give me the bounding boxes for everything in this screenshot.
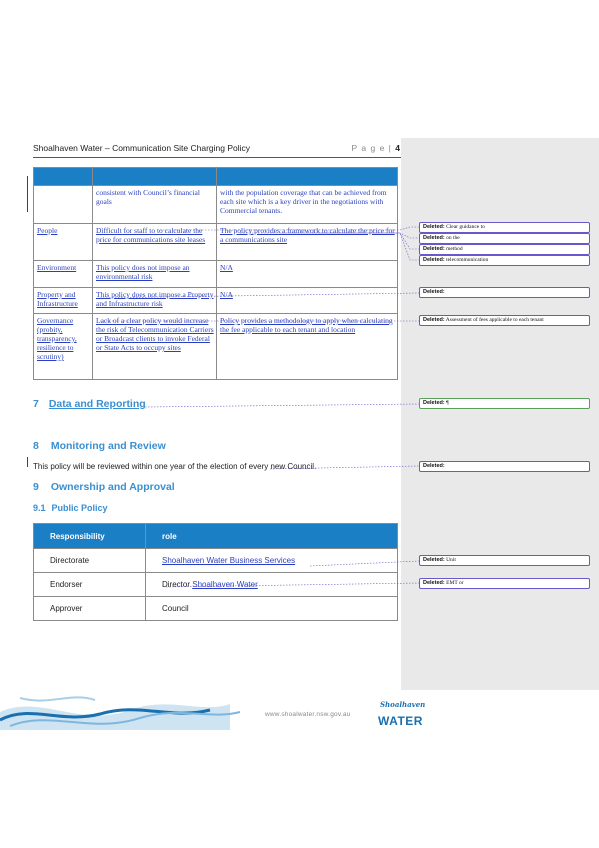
tracked-change-comment[interactable]: Deleted: ¶ [419, 398, 590, 409]
page-number-label: P a g e | 4 [351, 143, 401, 153]
tracked-change-comment[interactable]: Deleted: on the [419, 233, 590, 244]
table-cell: The policy provides a framework to calculate the price for a communications site [217, 224, 398, 261]
tracked-change-comment[interactable]: Deleted: Assessment of fees applicable to each tenant [419, 315, 590, 326]
tracked-change-comment[interactable]: Deleted: EMT or [419, 578, 590, 589]
tracked-change-comment[interactable]: Deleted: [419, 461, 590, 472]
table-cell: Lack of a clear policy would increase the risk of Telecommunication Carriers or Broadcast clients to invoke Federal or State Acts to occupy sites [93, 314, 217, 380]
tracked-change-comment[interactable]: Deleted: Unit [419, 555, 590, 566]
table-cell: Difficult for staff to to calculate the price for communications site leases [93, 224, 217, 261]
section-heading-monitoring: 8 Monitoring and Review [33, 440, 166, 452]
table-cell: N/A [217, 261, 398, 288]
shoalhaven-water-logo: Shoalhaven WATER [378, 700, 426, 728]
inserted-text: Shoalhaven Water [192, 580, 258, 589]
tracked-change-comment[interactable]: Deleted: telecommunication [419, 255, 590, 266]
table-cell: Environment [34, 261, 93, 288]
inserted-text: Shoalhaven Water Business Services [162, 556, 296, 565]
table-cell: consistent with Council’s financial goals [93, 186, 217, 224]
table-cell: Policy provides a methodology to apply when calculating the fee applicable to each tenant and location [217, 314, 398, 380]
table-cell: Endorser [34, 573, 146, 597]
table-cell: Directorate [34, 549, 146, 573]
table-cell: This policy does not impose a Property and Infrastructure risk [93, 288, 217, 314]
tracked-change-comment[interactable]: Deleted: [419, 287, 590, 298]
table-cell: Council [146, 597, 398, 621]
column-header: role [146, 524, 398, 549]
table-cell: Property and Infrastructure [34, 288, 93, 314]
column-header: Responsibility [34, 524, 146, 549]
header-title: Shoalhaven Water – Communication Site Charging Policy [33, 143, 251, 153]
table-cell: This policy does not impose an environmental risk [93, 261, 217, 288]
table-cell: Director Shoalhaven Water [146, 573, 398, 597]
table-cell: N/A [217, 288, 398, 314]
table-cell: Governance (probity, transparency, resilience to scrutiny) [34, 314, 93, 380]
table-cell: Approver [34, 597, 146, 621]
table-cell: People [34, 224, 93, 261]
page-number: 4 [395, 143, 401, 153]
tracked-change-comment[interactable]: Deleted: method [419, 244, 590, 255]
review-statement: This policy will be reviewed within one year of the election of every new Council. [33, 462, 317, 471]
section-heading-data-reporting: 7 Data and Reporting [33, 398, 146, 410]
subsection-heading-public-policy: 9.1 Public Policy [33, 503, 108, 513]
footer-url: www.shoalwater.nsw.gov.au [265, 711, 351, 718]
table-cell: with the population coverage that can be achieved from each site which is a key driver in the negotiations with Commercial tenants. [217, 186, 398, 224]
section-heading-ownership: 9 Ownership and Approval [33, 481, 175, 493]
tracked-change-comment[interactable]: Deleted: Clear guidance to [419, 222, 590, 233]
